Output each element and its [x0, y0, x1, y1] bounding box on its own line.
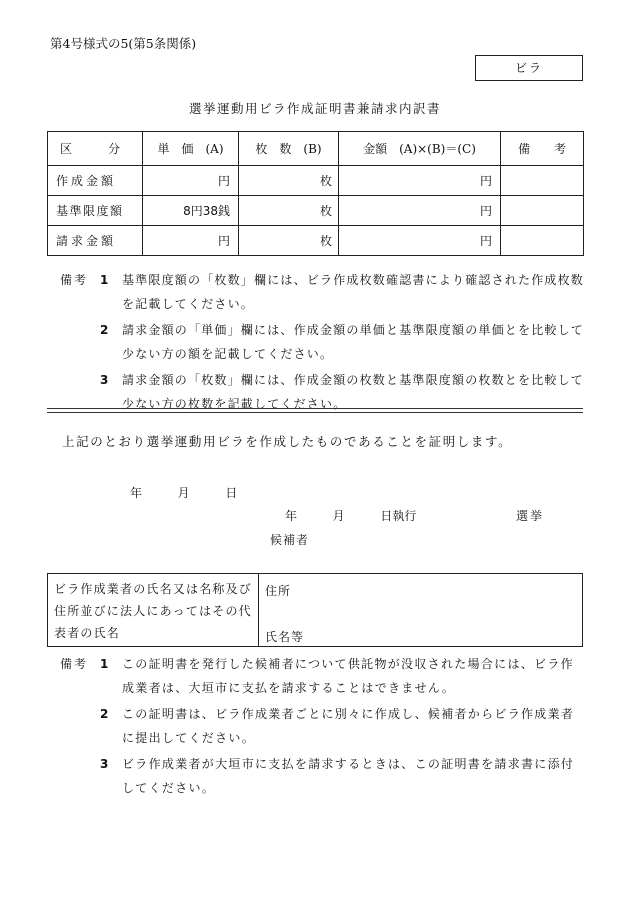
- table-header-row: [48, 132, 584, 166]
- section-divider: [47, 408, 583, 413]
- cell-remarks: [501, 196, 584, 226]
- candidate-label: 候補者: [270, 533, 310, 547]
- note-item: [60, 652, 585, 700]
- note-item: [60, 702, 585, 750]
- election-date: [285, 507, 416, 524]
- note-number: 2: [100, 707, 109, 721]
- certification-statement: 上記のとおり選挙運動用ビラを作成したものであることを証明します。: [62, 434, 513, 449]
- header-category: 区 分: [48, 132, 143, 166]
- table-row: [48, 226, 584, 256]
- date-day: 日: [225, 486, 238, 500]
- cell-amount: 円: [339, 226, 501, 256]
- row-label: 作成金額: [48, 166, 143, 196]
- table-row: [48, 196, 584, 226]
- note-text: 基準限度額の「枚数」欄には、ビラ作成枚数確認書により確認された作成枚数を記載してください。: [122, 273, 585, 311]
- cell-count: 枚: [239, 196, 339, 226]
- header-unit-price: 単 価 (A): [143, 132, 239, 166]
- form-number: 第4号様式の5(第5条関係): [50, 36, 197, 51]
- note-number: 1: [100, 273, 109, 287]
- row-label: 基準限度額: [48, 196, 143, 226]
- note-text: ビラ作成業者が大垣市に支払を請求するときは、この証明書を請求書に添付してください。: [122, 757, 575, 795]
- row-label: 請求金額: [48, 226, 143, 256]
- cell-count: 枚: [239, 226, 339, 256]
- vendor-fields: [259, 574, 582, 646]
- note-number: 3: [100, 757, 109, 771]
- header-remarks: 備 考: [501, 132, 584, 166]
- cell-remarks: [501, 166, 584, 196]
- name-label: 氏名等: [265, 630, 305, 644]
- document-tag: ビラ: [475, 55, 583, 81]
- note-number: 3: [100, 373, 109, 387]
- election-label: 選挙: [516, 509, 545, 523]
- issue-date: [130, 484, 237, 501]
- certificate-notes: [60, 652, 585, 800]
- table-notes: [60, 268, 585, 416]
- note-text: 請求金額の「単価」欄には、作成金額の単価と基準限度額の単価とを比較して少ない方の額を記載してください。: [122, 323, 585, 361]
- notes-heading: 備考: [60, 273, 89, 287]
- vendor-label: ビラ作成業者の氏名又は名称及び住所並びに法人にあってはその代表者の氏名: [48, 574, 259, 646]
- date-year: 年: [130, 486, 143, 500]
- expense-table: [47, 131, 584, 256]
- note-number: 1: [100, 657, 109, 671]
- cell-unit-price: 円: [143, 166, 239, 196]
- cell-unit-price: 円: [143, 226, 239, 256]
- cell-amount: 円: [339, 166, 501, 196]
- table-row: [48, 166, 584, 196]
- note-item: [60, 318, 585, 366]
- cell-count: 枚: [239, 166, 339, 196]
- header-amount: 金額 (A)×(B)＝(C): [339, 132, 501, 166]
- address-label: 住所: [265, 584, 292, 598]
- note-number: 2: [100, 323, 109, 337]
- cell-amount: 円: [339, 196, 501, 226]
- note-item: [60, 752, 585, 800]
- notes-heading: 備考: [60, 657, 89, 671]
- note-text: この証明書は、ビラ作成業者ごとに別々に作成し、候補者からビラ作成業者に提出してください。: [122, 707, 575, 745]
- date-month: 月: [332, 509, 345, 523]
- note-text: この証明書を発行した候補者について供託物が没収された場合には、ビラ作成業者は、大垣市に支払を請求することはできません。: [122, 657, 574, 695]
- date-year: 年: [285, 509, 298, 523]
- note-item: [60, 268, 585, 316]
- cell-unit-price: 8円38銭: [143, 196, 239, 226]
- date-day: 日執行: [380, 509, 417, 523]
- document-title: 選挙運動用ビラ作成証明書兼請求内訳書: [188, 101, 441, 116]
- header-count: 枚 数 (B): [239, 132, 339, 166]
- note-text: 請求金額の「枚数」欄には、作成金額の枚数と基準限度額の枚数とを比較して少ない方の枚数を記載してください。: [122, 373, 585, 411]
- vendor-box: [47, 573, 583, 647]
- date-month: 月: [177, 486, 190, 500]
- cell-remarks: [501, 226, 584, 256]
